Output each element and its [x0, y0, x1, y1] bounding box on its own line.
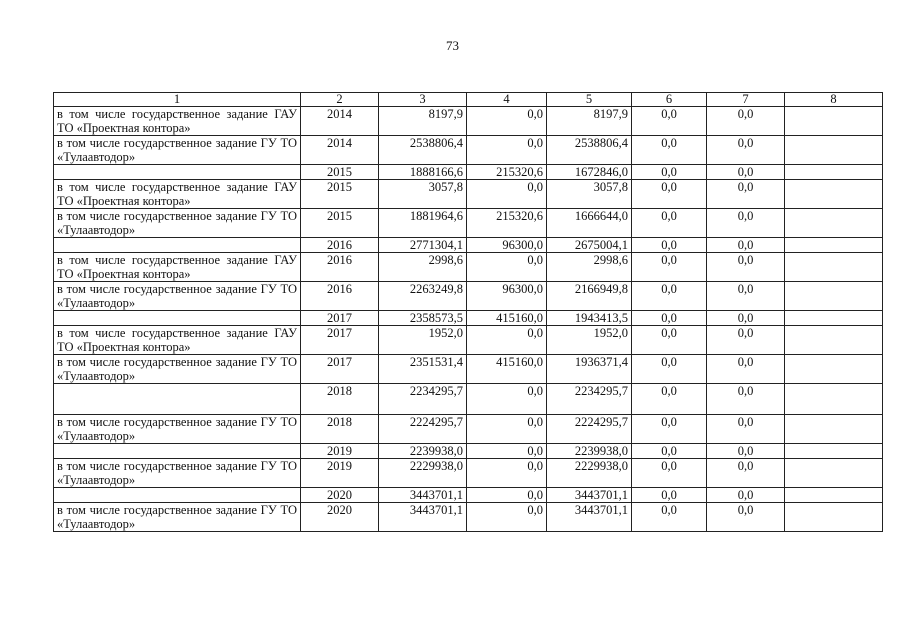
cell-description: в том числе государственное задание ГУ ТО «Тулаавтодор»	[54, 282, 301, 311]
table-row	[54, 238, 883, 253]
table-row	[54, 444, 883, 459]
cell-col-7: 0,0	[707, 355, 785, 384]
cell-year: 2018	[301, 415, 379, 444]
table-row	[54, 253, 883, 282]
cell-description: в том числе государственное задание ГАУ ТО «Проектная контора»	[54, 180, 301, 209]
cell-col-6: 0,0	[632, 165, 707, 180]
cell-description	[54, 238, 301, 253]
cell-year: 2014	[301, 136, 379, 165]
table-row	[54, 488, 883, 503]
cell-description: в том числе государственное задание ГУ ТО «Тулаавтодор»	[54, 355, 301, 384]
cell-col-8	[785, 488, 883, 503]
cell-col-7: 0,0	[707, 180, 785, 209]
table-row	[54, 311, 883, 326]
cell-year: 2017	[301, 326, 379, 355]
cell-col-7: 0,0	[707, 488, 785, 503]
cell-col-3: 8197,9	[379, 107, 467, 136]
cell-col-4: 415160,0	[467, 311, 547, 326]
cell-col-4: 0,0	[467, 384, 547, 415]
cell-col-4: 0,0	[467, 459, 547, 488]
cell-col-6: 0,0	[632, 326, 707, 355]
cell-col-3: 2358573,5	[379, 311, 467, 326]
cell-col-3: 3443701,1	[379, 488, 467, 503]
cell-col-3: 3443701,1	[379, 503, 467, 532]
header-col-2: 2	[301, 93, 379, 107]
cell-col-4: 0,0	[467, 503, 547, 532]
cell-col-7: 0,0	[707, 136, 785, 165]
cell-col-5: 3443701,1	[547, 488, 632, 503]
cell-description	[54, 444, 301, 459]
cell-year: 2016	[301, 282, 379, 311]
cell-description: в том числе государственное задание ГАУ ТО «Проектная контора»	[54, 107, 301, 136]
cell-col-4: 0,0	[467, 253, 547, 282]
header-col-6: 6	[632, 93, 707, 107]
cell-description: в том числе государственное задание ГУ ТО «Тулаавтодор»	[54, 415, 301, 444]
cell-col-3: 1881964,6	[379, 209, 467, 238]
cell-col-4: 96300,0	[467, 238, 547, 253]
cell-col-7: 0,0	[707, 238, 785, 253]
table-row	[54, 165, 883, 180]
cell-col-8	[785, 384, 883, 415]
cell-description	[54, 165, 301, 180]
cell-col-5: 2166949,8	[547, 282, 632, 311]
cell-col-6: 0,0	[632, 209, 707, 238]
cell-col-8	[785, 459, 883, 488]
table-row	[54, 326, 883, 355]
cell-col-3: 2239938,0	[379, 444, 467, 459]
table-row	[54, 107, 883, 136]
table-row	[54, 282, 883, 311]
cell-year: 2016	[301, 253, 379, 282]
cell-year: 2016	[301, 238, 379, 253]
budget-table	[53, 92, 883, 532]
cell-col-6: 0,0	[632, 238, 707, 253]
cell-col-6: 0,0	[632, 253, 707, 282]
cell-col-8	[785, 326, 883, 355]
cell-col-4: 0,0	[467, 180, 547, 209]
cell-col-6: 0,0	[632, 136, 707, 165]
cell-col-7: 0,0	[707, 107, 785, 136]
cell-col-3: 2538806,4	[379, 136, 467, 165]
cell-col-6: 0,0	[632, 384, 707, 415]
cell-description: в том числе государственное задание ГУ ТО «Тулаавтодор»	[54, 209, 301, 238]
header-col-3: 3	[379, 93, 467, 107]
cell-description	[54, 488, 301, 503]
cell-col-4: 0,0	[467, 326, 547, 355]
cell-year: 2017	[301, 311, 379, 326]
cell-description	[54, 311, 301, 326]
cell-col-8	[785, 253, 883, 282]
cell-col-7: 0,0	[707, 311, 785, 326]
cell-col-5: 1672846,0	[547, 165, 632, 180]
cell-year: 2015	[301, 180, 379, 209]
cell-col-5: 8197,9	[547, 107, 632, 136]
header-col-8: 8	[785, 93, 883, 107]
cell-col-6: 0,0	[632, 107, 707, 136]
cell-col-6: 0,0	[632, 444, 707, 459]
cell-col-6: 0,0	[632, 503, 707, 532]
cell-col-6: 0,0	[632, 355, 707, 384]
cell-col-4: 0,0	[467, 444, 547, 459]
cell-col-5: 2538806,4	[547, 136, 632, 165]
table-row	[54, 384, 883, 415]
cell-col-8	[785, 503, 883, 532]
table-row	[54, 355, 883, 384]
cell-col-5: 2239938,0	[547, 444, 632, 459]
cell-col-3: 2234295,7	[379, 384, 467, 415]
cell-col-4: 0,0	[467, 136, 547, 165]
cell-col-3: 1888166,6	[379, 165, 467, 180]
cell-col-5: 1952,0	[547, 326, 632, 355]
cell-col-7: 0,0	[707, 459, 785, 488]
cell-col-4: 0,0	[467, 107, 547, 136]
cell-col-7: 0,0	[707, 326, 785, 355]
cell-col-8	[785, 444, 883, 459]
cell-col-4: 215320,6	[467, 209, 547, 238]
cell-col-7: 0,0	[707, 282, 785, 311]
cell-col-4: 415160,0	[467, 355, 547, 384]
cell-col-5: 1943413,5	[547, 311, 632, 326]
cell-year: 2015	[301, 165, 379, 180]
cell-col-5: 2224295,7	[547, 415, 632, 444]
table-row	[54, 459, 883, 488]
cell-col-7: 0,0	[707, 209, 785, 238]
cell-col-5: 1936371,4	[547, 355, 632, 384]
cell-year: 2020	[301, 488, 379, 503]
cell-col-8	[785, 209, 883, 238]
cell-col-7: 0,0	[707, 503, 785, 532]
cell-description: в том числе государственное задание ГУ ТО «Тулаавтодор»	[54, 136, 301, 165]
cell-col-3: 2224295,7	[379, 415, 467, 444]
cell-col-8	[785, 415, 883, 444]
cell-description	[54, 384, 301, 415]
cell-col-8	[785, 238, 883, 253]
cell-col-6: 0,0	[632, 415, 707, 444]
cell-col-7: 0,0	[707, 415, 785, 444]
cell-col-5: 1666644,0	[547, 209, 632, 238]
cell-description: в том числе государственное задание ГУ ТО «Тулаавтодор»	[54, 459, 301, 488]
cell-description: в том числе государственное задание ГАУ ТО «Проектная контора»	[54, 253, 301, 282]
page-number: 73	[446, 38, 459, 53]
header-col-7: 7	[707, 93, 785, 107]
cell-col-8	[785, 107, 883, 136]
cell-year: 2020	[301, 503, 379, 532]
table-body	[54, 107, 883, 532]
cell-col-6: 0,0	[632, 282, 707, 311]
table-row	[54, 503, 883, 532]
table-row	[54, 209, 883, 238]
header-col-4: 4	[467, 93, 547, 107]
cell-col-4: 215320,6	[467, 165, 547, 180]
cell-col-6: 0,0	[632, 311, 707, 326]
header-row	[54, 93, 883, 107]
cell-col-3: 2998,6	[379, 253, 467, 282]
cell-col-4: 0,0	[467, 415, 547, 444]
cell-col-5: 3057,8	[547, 180, 632, 209]
cell-col-8	[785, 355, 883, 384]
cell-col-5: 2229938,0	[547, 459, 632, 488]
table-row	[54, 415, 883, 444]
cell-year: 2017	[301, 355, 379, 384]
cell-col-3: 3057,8	[379, 180, 467, 209]
cell-col-5: 2675004,1	[547, 238, 632, 253]
cell-col-5: 2998,6	[547, 253, 632, 282]
cell-year: 2014	[301, 107, 379, 136]
cell-col-6: 0,0	[632, 180, 707, 209]
cell-col-6: 0,0	[632, 488, 707, 503]
cell-col-3: 2351531,4	[379, 355, 467, 384]
cell-col-4: 96300,0	[467, 282, 547, 311]
header-col-1: 1	[54, 93, 301, 107]
cell-col-5: 2234295,7	[547, 384, 632, 415]
cell-year: 2019	[301, 459, 379, 488]
cell-col-5: 3443701,1	[547, 503, 632, 532]
cell-description: в том числе государственное задание ГУ ТО «Тулаавтодор»	[54, 503, 301, 532]
cell-year: 2019	[301, 444, 379, 459]
cell-col-3: 2263249,8	[379, 282, 467, 311]
cell-col-8	[785, 180, 883, 209]
cell-col-7: 0,0	[707, 444, 785, 459]
cell-col-8	[785, 165, 883, 180]
cell-col-8	[785, 136, 883, 165]
cell-col-3: 1952,0	[379, 326, 467, 355]
header-col-5: 5	[547, 93, 632, 107]
cell-col-8	[785, 311, 883, 326]
cell-col-7: 0,0	[707, 253, 785, 282]
cell-year: 2018	[301, 384, 379, 415]
table-row	[54, 180, 883, 209]
cell-col-6: 0,0	[632, 459, 707, 488]
table-row	[54, 136, 883, 165]
cell-col-4: 0,0	[467, 488, 547, 503]
cell-year: 2015	[301, 209, 379, 238]
cell-col-7: 0,0	[707, 165, 785, 180]
cell-col-7: 0,0	[707, 384, 785, 415]
cell-description: в том числе государственное задание ГАУ ТО «Проектная контора»	[54, 326, 301, 355]
cell-col-3: 2771304,1	[379, 238, 467, 253]
cell-col-8	[785, 282, 883, 311]
cell-col-3: 2229938,0	[379, 459, 467, 488]
